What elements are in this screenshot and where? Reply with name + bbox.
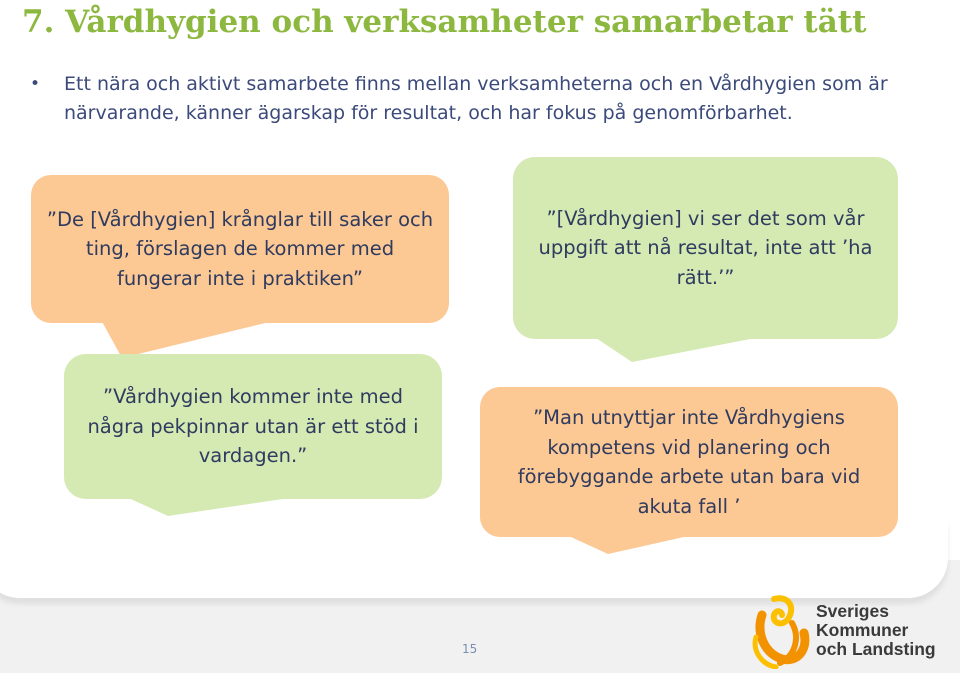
logo-wordmark xyxy=(816,602,936,659)
bullet-text: Ett nära och aktivt samarbete finns mellan verksamheterna och en Vårdhygien som är närvarande, känner ägarskap för resultat, och har fokus på genomförbarhet. xyxy=(64,73,888,124)
quote-bubble-2 xyxy=(513,157,898,339)
logo-line-1: Sveriges xyxy=(816,601,889,621)
bullet-point xyxy=(30,70,930,128)
logo-line-3: och Landsting xyxy=(816,639,936,659)
logo-line-2: Kommuner xyxy=(816,620,909,640)
quote-bubble-3 xyxy=(64,354,442,499)
quote-bubble-1 xyxy=(31,175,449,323)
quote-bubble-4 xyxy=(480,387,898,537)
quote-1-text: ”De [Vårdhygien] krånglar till saker och ting, förslagen de kommer med fungerar inte i praktiken” xyxy=(46,207,434,290)
page-number: 15 xyxy=(462,642,478,656)
bullet-marker: • xyxy=(30,74,41,94)
slide-title: 7. Vårdhygien och verksamheter samarbetar tätt xyxy=(22,4,867,40)
quote-4-text: ”Man utnyttjar inte Vårdhygiens kompetens vid planering och förebyggande arbete utan bara vid akuta fall ’ xyxy=(517,406,861,518)
quote-2-text: ”[Vårdhygien] vi ser det som vår uppgift att nå resultat, inte att ’ha rätt.’” xyxy=(538,206,873,289)
quote-3-text: ”Vårdhygien kommer inte med några pekpinnar utan är ett stöd i vardagen.” xyxy=(87,385,419,468)
